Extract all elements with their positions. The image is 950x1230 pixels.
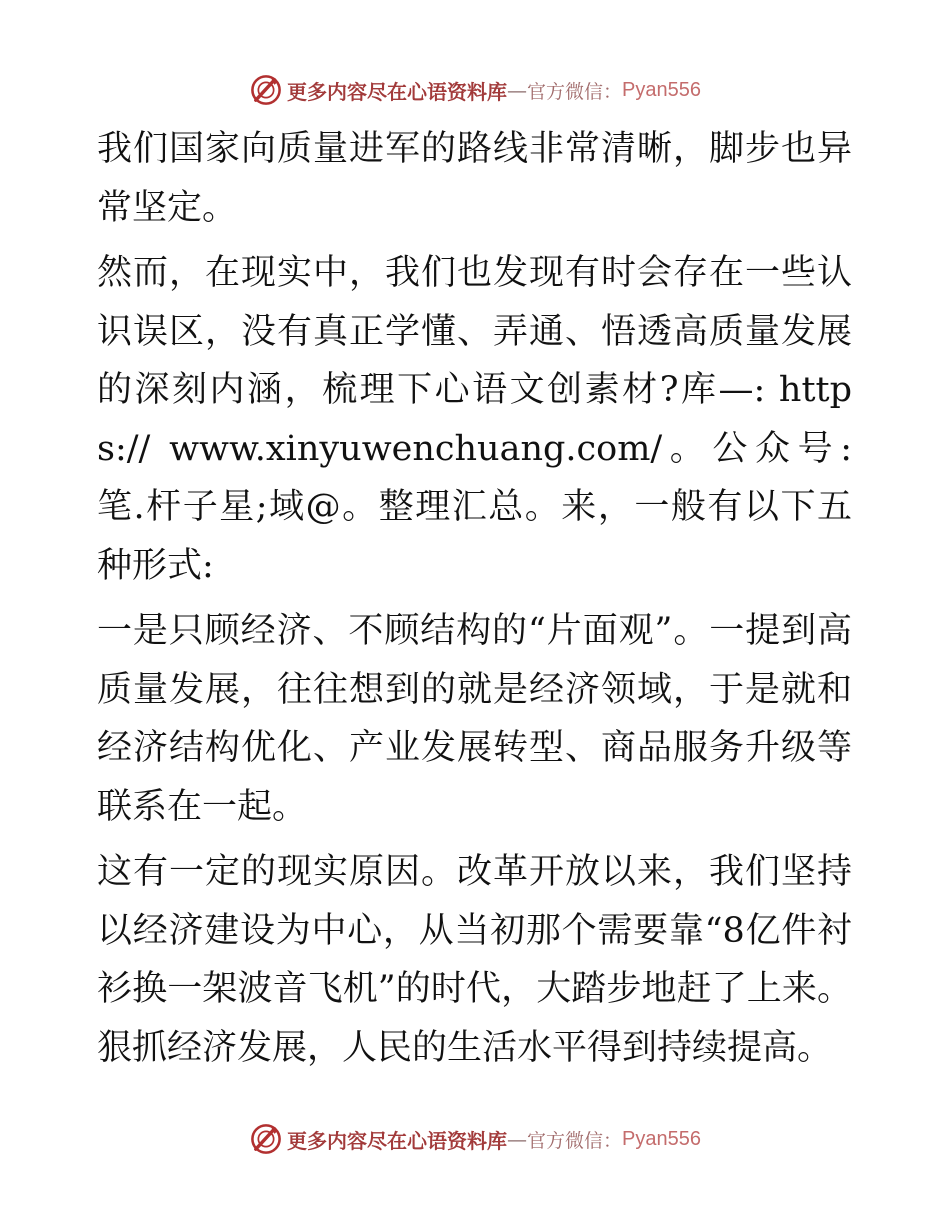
banner-wechat-label: 官方微信： (527, 80, 623, 103)
header-banner (0, 70, 950, 110)
footer-banner-wechat-label: 官方微信： (527, 1129, 623, 1152)
banner-title: 更多内容尽在心语资料库 (287, 79, 507, 104)
paragraph-3: 一是只顾经济、不顾结构的“片面观”。一提到高质量发展，往往想到的就是经济领域，于是就和经济结构优化、产业发展转型、商品服务升级等联系在一起。 (97, 611, 852, 827)
paragraph-1: 我们国家向质量进军的路线非常清晰，脚步也异常坚定。 (97, 129, 852, 228)
banner-wechat-id: Pyan556 (622, 78, 701, 101)
footer-banner (0, 1119, 950, 1159)
footer-banner-wechat-id: Pyan556 (622, 1127, 701, 1150)
seal-logo-icon (249, 1122, 283, 1156)
paragraph-2: 然而，在现实中，我们也发现有时会存在一些认识误区，没有真正学懂、弄通、悟透高质量发展的深刻内涵，梳理下心语文创素材?库—: https:// www.xinyuwenchuang.com/。公众号: 笔.杆子星;域@。整理汇总。来，一般有以下五种形式: (97, 253, 852, 586)
paragraph-4: 这有一定的现实原因。改革开放以来，我们坚持以经济建设为中心，从当初那个需要靠“8亿件衬衫换一架波音飞机”的时代，大踏步地赶了上来。狠抓经济发展，人民的生活水平得到持续提高。 (97, 852, 852, 1068)
footer-banner-separator: — (507, 1127, 527, 1151)
footer-banner-title: 更多内容尽在心语资料库 (287, 1128, 507, 1153)
banner-separator: — (507, 78, 527, 102)
seal-logo-icon (249, 73, 283, 107)
document-body (97, 120, 852, 1084)
